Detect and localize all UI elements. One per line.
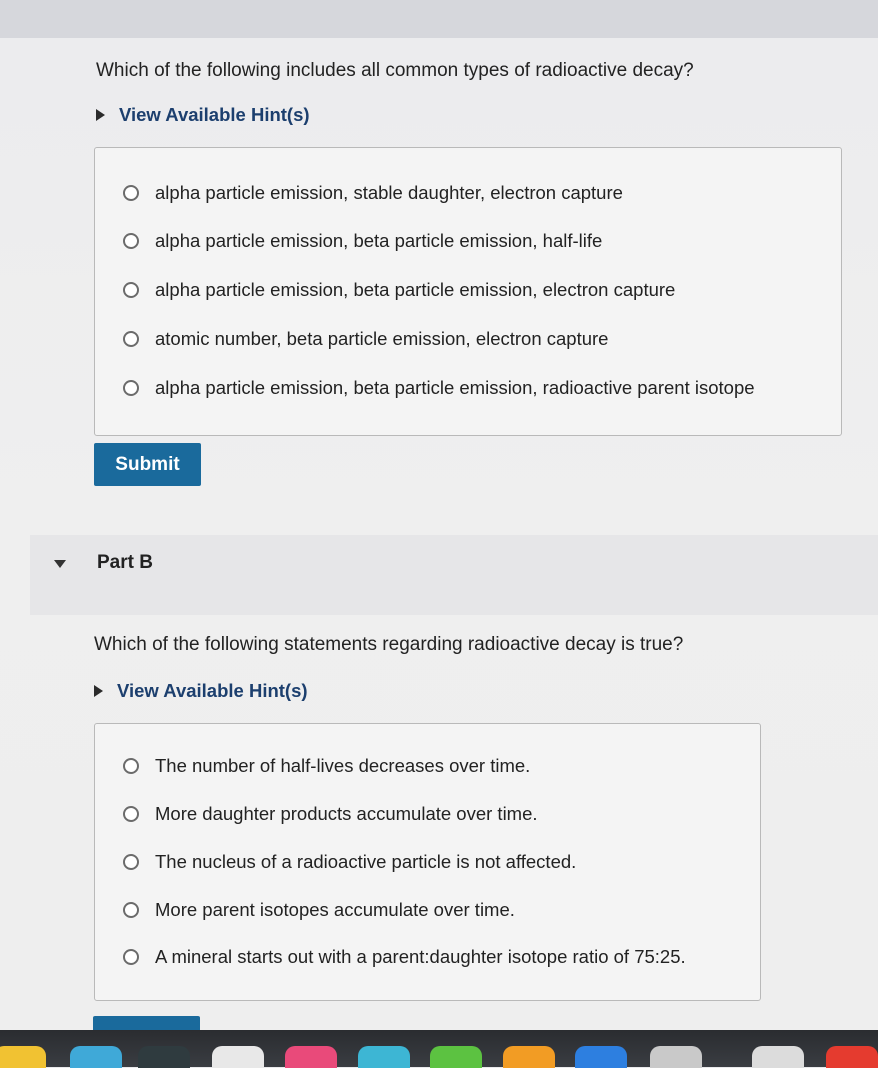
radio-button[interactable]	[123, 949, 139, 965]
part-a-option-4[interactable]	[123, 328, 608, 350]
option-label: The nucleus of a radioactive particle is not affected.	[155, 851, 577, 872]
option-label: alpha particle emission, beta particle emission, electron capture	[155, 279, 676, 300]
part-a-hint-label: View Available Hint(s)	[119, 104, 310, 125]
option-label: atomic number, beta particle emission, electron capture	[155, 328, 609, 349]
dock-app-icon[interactable]	[138, 1046, 190, 1068]
part-b-option-4[interactable]	[123, 899, 515, 921]
option-label: alpha particle emission, stable daughter, electron capture	[155, 182, 623, 203]
dock-app-icon[interactable]	[650, 1046, 702, 1068]
submit-button[interactable]: Submit	[94, 443, 201, 486]
dock	[0, 1030, 878, 1067]
part-b-title: Part B	[97, 552, 153, 573]
option-label: More parent isotopes accumulate over time.	[155, 899, 515, 920]
radio-button[interactable]	[123, 902, 139, 918]
dock-app-icon[interactable]	[430, 1046, 482, 1068]
dock-app-icon[interactable]	[503, 1046, 555, 1068]
part-a-option-2[interactable]	[123, 230, 602, 252]
part-a-option-5[interactable]	[123, 377, 755, 399]
part-b-submit-button[interactable]	[93, 1016, 200, 1030]
radio-button[interactable]	[123, 282, 139, 298]
caret-right-icon	[94, 685, 103, 697]
radio-button[interactable]	[123, 806, 139, 822]
dock-app-icon[interactable]	[826, 1046, 878, 1068]
part-a-options-box	[94, 147, 842, 436]
option-label: A mineral starts out with a parent:daughter isotope ratio of 75:25.	[155, 946, 686, 967]
dock-app-icon[interactable]	[358, 1046, 410, 1068]
option-label: More daughter products accumulate over time.	[155, 803, 538, 824]
option-label: alpha particle emission, beta particle emission, radioactive parent isotope	[155, 377, 755, 398]
part-b-option-5[interactable]	[123, 946, 686, 968]
dock-app-icon[interactable]	[0, 1046, 46, 1068]
radio-button[interactable]	[123, 758, 139, 774]
radio-button[interactable]	[123, 233, 139, 249]
dock-app-icon[interactable]	[212, 1046, 264, 1068]
part-a-question: Which of the following includes all common types of radioactive decay?	[96, 60, 694, 81]
part-a-hint-toggle[interactable]	[96, 104, 310, 126]
radio-button[interactable]	[123, 854, 139, 870]
option-label: The number of half-lives decreases over time.	[155, 755, 531, 776]
part-b-question: Which of the following statements regarding radioactive decay is true?	[94, 634, 684, 655]
part-a-option-1[interactable]	[123, 182, 623, 204]
top-band	[0, 0, 878, 38]
radio-button[interactable]	[123, 331, 139, 347]
radio-button[interactable]	[123, 185, 139, 201]
dock-app-icon[interactable]	[575, 1046, 627, 1068]
caret-right-icon	[96, 109, 105, 121]
part-b-hint-label: View Available Hint(s)	[117, 680, 308, 701]
part-b-options-box	[94, 723, 761, 1001]
part-a-option-3[interactable]	[123, 279, 675, 301]
dock-app-icon[interactable]	[285, 1046, 337, 1068]
caret-down-icon[interactable]	[54, 560, 66, 568]
dock-app-icon[interactable]	[70, 1046, 122, 1068]
option-label: alpha particle emission, beta particle emission, half-life	[155, 230, 603, 251]
part-b-option-1[interactable]	[123, 755, 530, 777]
part-b-option-2[interactable]	[123, 803, 538, 825]
dock-app-icon[interactable]	[752, 1046, 804, 1068]
part-b-header[interactable]	[30, 535, 878, 615]
part-b-hint-toggle[interactable]	[94, 680, 308, 702]
radio-button[interactable]	[123, 380, 139, 396]
part-b-option-3[interactable]	[123, 851, 576, 873]
